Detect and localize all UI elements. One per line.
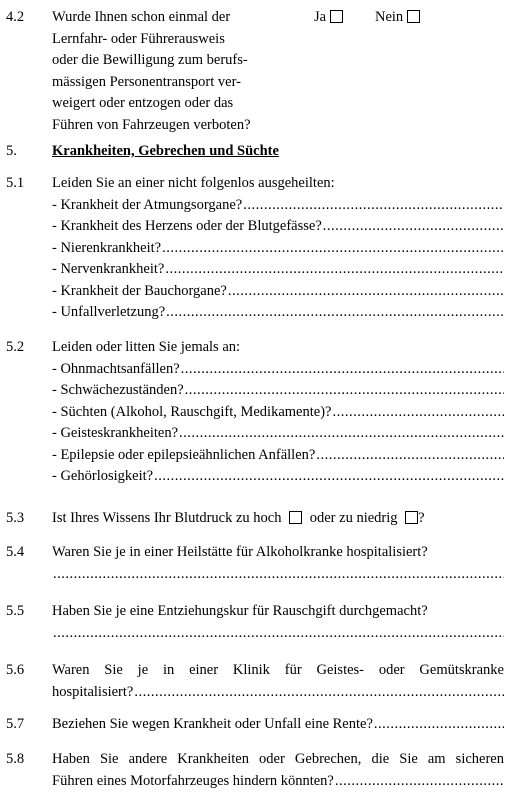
question-number: 4.2 <box>6 9 25 25</box>
dotted-fill <box>154 466 504 488</box>
question-intro: Leiden oder litten Sie jemals an: <box>52 339 241 355</box>
question-number: 5.2 <box>6 339 25 355</box>
dotted-fill <box>332 402 504 424</box>
answer-line[interactable] <box>52 302 504 324</box>
question-text-end: Führen eines Motorfahrzeuges hindern könnten? <box>52 772 334 789</box>
question-text: Waren Sie je in einer Klinik für Geistes- oder Gemütskranke <box>52 662 504 678</box>
dotted-fill <box>185 380 504 402</box>
dotted-fill <box>53 623 504 645</box>
dotted-fill <box>316 445 504 467</box>
question-line: Wurde Ihnen schon einmal der <box>52 9 231 25</box>
answer-line[interactable] <box>52 359 504 381</box>
answer-line[interactable] <box>52 195 504 217</box>
dotted-fill <box>166 302 504 324</box>
question-mark: ? <box>418 510 425 526</box>
question-line: weigert oder entzogen oder das <box>52 95 234 111</box>
section-number: 5. <box>6 143 17 159</box>
dotted-fill <box>374 714 504 736</box>
question-number: 5.6 <box>6 662 25 678</box>
answer-line[interactable] <box>52 380 504 402</box>
question-number: 5.5 <box>6 603 25 619</box>
answer-line[interactable] <box>52 564 504 586</box>
blood-pressure-low-checkbox[interactable] <box>405 511 418 524</box>
item-label: - Krankheit des Herzens oder der Blutgefässe? <box>52 218 322 234</box>
item-label: - Krankheit der Atmungsorgane? <box>52 196 243 213</box>
answer-line[interactable] <box>52 423 504 445</box>
question-intro: Leiden Sie an einer nicht folgenlos ausgeheilten: <box>52 175 335 191</box>
question-text: Waren Sie je in einer Heilstätte für Alkoholkranke hospitalisiert? <box>52 544 428 560</box>
item-label: - Geisteskrankheiten? <box>52 425 179 441</box>
dotted-fill <box>134 682 504 704</box>
answer-line[interactable] <box>52 623 504 645</box>
question-text-middle: oder zu niedrig <box>309 510 398 526</box>
dotted-fill <box>162 238 504 260</box>
answer-line[interactable] <box>52 445 504 467</box>
question-text: Haben Sie andere Krankheiten oder Gebrechen, die Sie am sicheren <box>52 751 504 767</box>
item-label: - Unfallverletzung? <box>52 304 166 320</box>
answer-line[interactable] <box>52 771 504 793</box>
dotted-fill <box>228 281 504 303</box>
question-text-end: hospitalisiert? <box>52 683 134 700</box>
dotted-fill <box>181 359 504 381</box>
question-number: 5.3 <box>6 510 25 526</box>
dotted-fill <box>335 771 504 793</box>
blood-pressure-high-checkbox[interactable] <box>289 511 302 524</box>
question-line: oder die Bewilligung zum berufs- <box>52 52 248 68</box>
question-number: 5.7 <box>6 716 25 732</box>
no-label: Nein <box>375 9 404 25</box>
question-line: Lernfahr- oder Führerausweis <box>52 30 225 47</box>
question-line: mässigen Personentransport ver- <box>52 73 241 90</box>
dotted-fill <box>53 564 504 586</box>
question-line: Führen von Fahrzeugen verboten? <box>52 116 251 133</box>
answer-line[interactable] <box>52 714 504 736</box>
question-number: 5.1 <box>6 175 25 191</box>
question-text <box>52 7 278 136</box>
question-text: Haben Sie je eine Entziehungskur für Rauschgift durchgemacht? <box>52 603 428 619</box>
answer-line[interactable] <box>52 238 504 260</box>
item-label: - Gehörlosigkeit? <box>52 468 154 484</box>
yes-label: Ja <box>314 9 327 25</box>
dotted-fill <box>323 216 504 238</box>
item-label: - Ohnmachtsanfällen? <box>52 360 180 377</box>
answer-line[interactable] <box>52 281 504 303</box>
item-label: - Schwächezuständen? <box>52 382 184 398</box>
item-label: - Epilepsie oder epilepsieähnlichen Anfällen? <box>52 446 316 463</box>
item-label: - Krankheit der Bauchorgane? <box>52 282 227 299</box>
dotted-fill <box>165 259 504 281</box>
answer-line[interactable] <box>52 259 504 281</box>
question-number: 5.4 <box>6 544 25 560</box>
item-label: - Nierenkrankheit? <box>52 239 162 256</box>
no-checkbox[interactable] <box>407 10 420 23</box>
no-option <box>375 7 420 29</box>
answer-line[interactable] <box>52 682 504 704</box>
yes-checkbox[interactable] <box>330 10 343 23</box>
yes-option <box>314 7 343 29</box>
question-number: 5.8 <box>6 751 25 767</box>
dotted-fill <box>179 423 504 445</box>
answer-line[interactable] <box>52 402 504 424</box>
question-text: Ist Ihres Wissens Ihr Blutdruck zu hoch <box>52 510 282 526</box>
item-label: - Süchten (Alkohol, Rauschgift, Medikamente)? <box>52 403 332 420</box>
section-title: Krankheiten, Gebrechen und Süchte <box>52 143 279 159</box>
dotted-fill <box>243 195 504 217</box>
answer-line[interactable] <box>52 216 504 238</box>
answer-line[interactable] <box>52 466 504 488</box>
item-label: - Nervenkrankheit? <box>52 261 165 277</box>
question-text: Beziehen Sie wegen Krankheit oder Unfall eine Rente? <box>52 716 373 732</box>
